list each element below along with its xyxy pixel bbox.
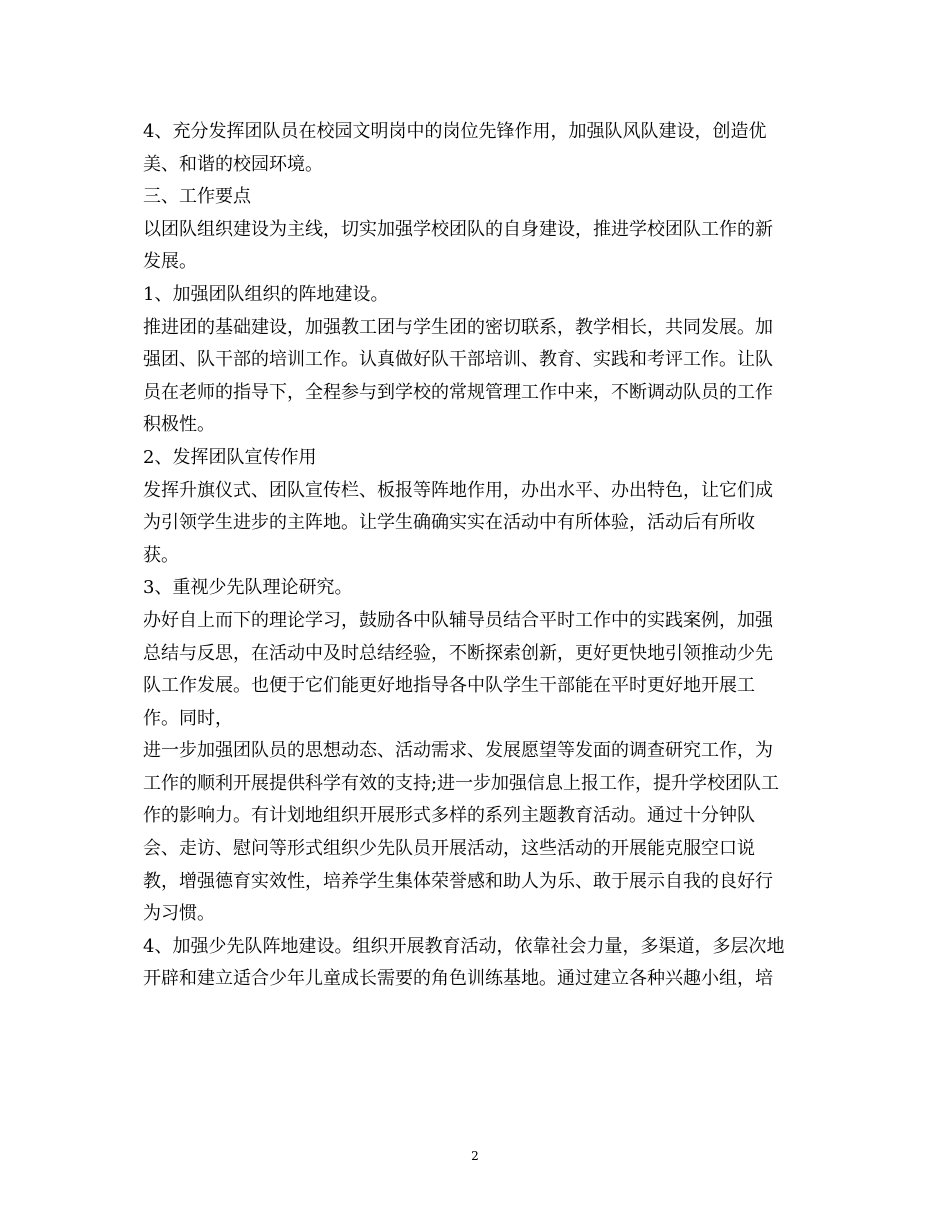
item-heading: 1、加强团队组织的阵地建设。 bbox=[143, 283, 389, 305]
text-line: 作。同时， bbox=[143, 707, 233, 729]
text-line: 总结与反思，在活动中及时总结经验，不断探索创新，更好更快地引领推动少先 bbox=[143, 642, 773, 664]
text-line: 教，增强德育实效性，培养学生集体荣誉感和助人为乐、敢于展示自我的良好行 bbox=[143, 870, 773, 892]
text-line: 办好自上而下的理论学习，鼓励各中队辅导员结合平时工作中的实践案例，加强 bbox=[143, 609, 773, 631]
text-line: 强团、队干部的培训工作。认真做好队干部培训、教育、实践和考评工作。让队 bbox=[143, 349, 773, 371]
page-number: 2 bbox=[471, 1149, 479, 1163]
text-line: 推进团的基础建设，加强教工团与学生团的密切联系，教学相长，共同发展。加 bbox=[143, 316, 773, 338]
text-line: 美、和谐的校园环境。 bbox=[143, 153, 323, 175]
text-line: 队工作发展。也便于它们能更好地指导各中队学生干部能在平时更好地开展工 bbox=[143, 675, 755, 697]
body-text bbox=[143, 116, 811, 996]
text-line: 积极性。 bbox=[143, 414, 215, 436]
section-heading: 三、工作要点 bbox=[143, 186, 251, 208]
text-line: 开辟和建立适合少年儿童成长需要的角色训练基地。通过建立各种兴趣小组，培 bbox=[143, 968, 773, 990]
text-line: 发展。 bbox=[143, 251, 197, 273]
item-heading: 3、重视少先队理论研究。 bbox=[143, 577, 353, 599]
item-heading: 2、发挥团队宣传作用 bbox=[143, 446, 317, 468]
text-line: 为引领学生进步的主阵地。让学生确确实实在活动中有所体验，活动后有所收 bbox=[143, 512, 755, 534]
text-line: 4、充分发挥团队员在校园文明岗中的岗位先锋作用，加强队风队建设，创造优 bbox=[143, 121, 767, 142]
text-line: 获。 bbox=[143, 544, 179, 566]
text-line: 会、走访、慰问等形式组织少先队员开展活动，这些活动的开展能克服空口说 bbox=[143, 838, 755, 860]
text-line: 4、加强少先队阵地建设。组织开展教育活动，依靠社会力量，多渠道，多层次地 bbox=[143, 935, 785, 957]
text-line: 进一步加强团队员的思想动态、活动需求、发展愿望等发面的调查研究工作，为 bbox=[143, 740, 773, 762]
text-line: 员在老师的指导下，全程参与到学校的常规管理工作中来，不断调动队员的工作 bbox=[143, 381, 773, 403]
text-line: 作的影响力。有计划地组织开展形式多样的系列主题教育活动。通过十分钟队 bbox=[143, 805, 755, 827]
text-line: 为习惯。 bbox=[143, 903, 215, 925]
text-line: 发挥升旗仪式、团队宣传栏、板报等阵地作用，办出水平、办出特色，让它们成 bbox=[143, 479, 773, 501]
text-line: 工作的顺利开展提供科学有效的支持;进一步加强信息上报工作，提升学校团队工 bbox=[143, 772, 780, 794]
text-line: 以团队组织建设为主线，切实加强学校团队的自身建设，推进学校团队工作的新 bbox=[143, 218, 773, 240]
